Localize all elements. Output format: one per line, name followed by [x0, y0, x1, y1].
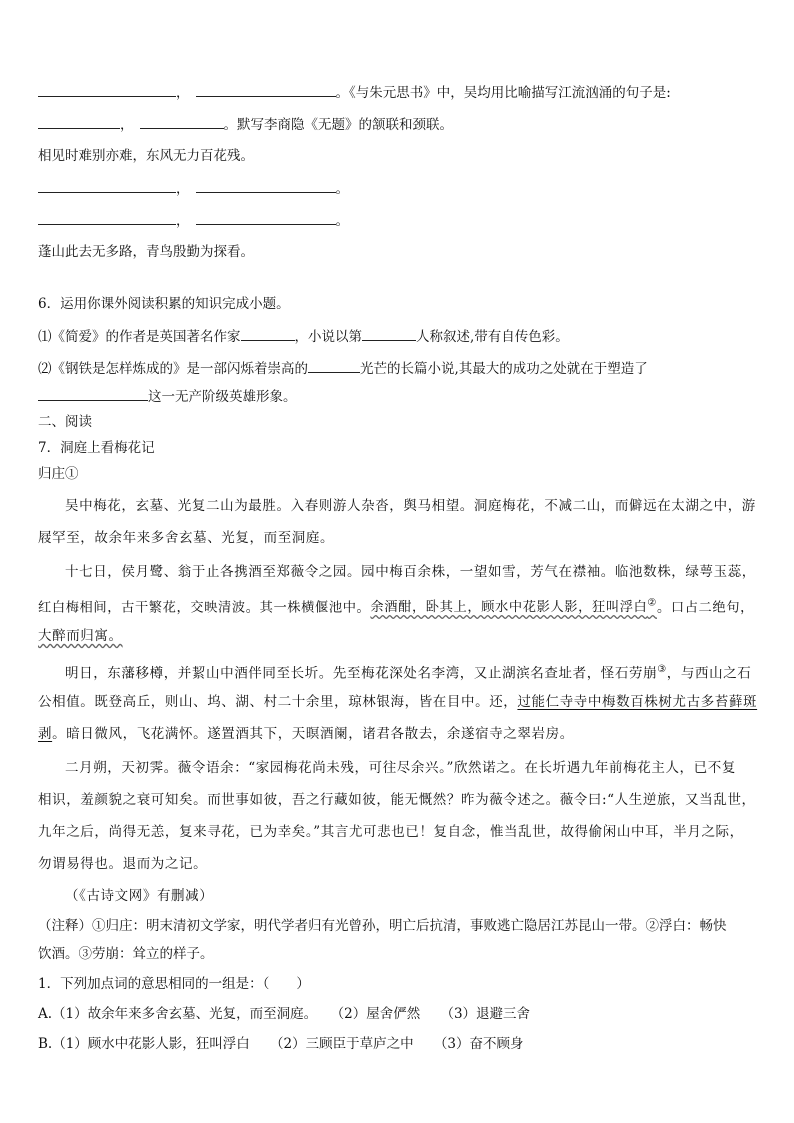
- fill-line-2-text: 。默写李商隐《无题》的颔联和颈联。: [223, 117, 453, 133]
- q6-part1: ⑴《简爱》的作者是英国著名作家 ，小说以第 人称叙述,带有自传色彩。: [38, 326, 569, 347]
- para3-line2: 公相值。既登高丘，则山、坞、湖、村二十余里，琼林银海，皆在目中。还，过能仁寺寺中梅数百株树尤古多苔藓斑: [38, 694, 758, 710]
- q6-title: 6．运用你课外阅读积累的知识完成小题。: [38, 296, 290, 312]
- fill-line-2: ， 。默写李商隐《无题》的颔联和颈联。: [38, 114, 453, 135]
- answer-blank[interactable]: [38, 178, 176, 193]
- wavy-underlined-sentence: 余酒酣，卧其上，顾水中花影人影，狂叫浮白②: [370, 598, 657, 616]
- source-citation: （《古诗文网》有删减）: [65, 888, 214, 904]
- answer-blank[interactable]: [308, 358, 360, 373]
- answer-blank[interactable]: [140, 114, 224, 129]
- author: 归庄①: [38, 466, 79, 482]
- para4-line2: 相识，羞颜貌之衰可知矣。而世事如彼，吾之行藏如彼，能无慨然？昨为薇令述之。薇令曰:“人生逆旅，又当乱世，: [38, 792, 756, 808]
- answer-blank[interactable]: [38, 114, 120, 129]
- answer-blank[interactable]: [38, 210, 176, 225]
- notes-line2: 饮酒。③劳崩：耸立的样子。: [38, 946, 214, 962]
- para2-line3: 大醉而归寓。: [38, 628, 123, 644]
- fill-line-1: ， 。《与朱元思书》中，吴均用比喻描写江流汹涌的句子是:: [38, 82, 671, 103]
- q6-part2-cont: 这一无产阶级英雄形象。: [38, 386, 297, 407]
- para3-line1: 明日，东藩移樽，并絜山中酒伴同至长圻。先至梅花深处名李湾，又止湖滨名查址者，怪石劳崩③，与西山之石: [65, 664, 752, 682]
- q6-part2: ⑵《钢铁是怎样炼成的》是一部闪烁着崇高的 光芒的长篇小说,其最大的成功之处就在于塑造了: [38, 358, 648, 379]
- para4-line4: 勿谓易得也。退而为之记。: [38, 856, 208, 872]
- answer-blank[interactable]: [362, 326, 416, 341]
- q7-title: 7．洞庭上看梅花记: [38, 440, 155, 456]
- poem-line-1: 相见时难别亦难，东风无力百花残。: [38, 148, 254, 164]
- answer-blank[interactable]: [38, 82, 176, 97]
- notes-line1: （注释）①归庄：明末清初文学家，明代学者归有光曾孙，明亡后抗清，事败逃亡隐居江苏昆山一带。②浮白：畅快: [38, 918, 727, 934]
- fill-line-4: ， 。: [38, 210, 349, 231]
- para2-line1: 十七日，侯月鹭、翁于止各携酒至郑薇令之园。园中梅百余株，一望如雪，芳气在襟袖。临池数株，绿萼玉蕊，: [65, 564, 756, 580]
- para1-line1: 吴中梅花，玄墓、光复二山为最胜。入春则游人杂沓，舆马相望。洞庭梅花，不减二山，而僻远在太湖之中，游: [65, 498, 756, 514]
- answer-blank[interactable]: [241, 326, 295, 341]
- answer-blank[interactable]: [196, 210, 336, 225]
- option-a[interactable]: A.（1）故余年来多舍玄墓、光复，而至洞庭。 （2）屋舍俨然 （3）退避三舍: [38, 1006, 531, 1022]
- fill-line-1-text: 。《与朱元思书》中，吴均用比喻描写江流汹涌的句子是:: [335, 85, 671, 101]
- fill-line-3: ， 。: [38, 178, 349, 199]
- para2-line2: 红白梅相间，古干繁花，交映清波。其一株横偃池中。余酒酣，卧其上，顾水中花影人影，狂叫浮白②。口占二绝句，: [38, 598, 754, 616]
- para4-line1: 二月朔，天初霁。薇令语余：“家园梅花尚未残，可往尽余兴。”欣然诺之。在长圻遇九年前梅花主人，已不复: [65, 760, 736, 776]
- option-b[interactable]: B.（1）顾水中花影人影，狂叫浮白 （2）三顾臣于草庐之中 （3）奋不顾身: [38, 1036, 524, 1052]
- footnote-marker: ①: [65, 466, 79, 482]
- section-heading: 二、阅读: [38, 414, 92, 430]
- sub-question-1: 1．下列加点词的意思相同的一组是：（ ）: [38, 976, 310, 992]
- answer-blank[interactable]: [196, 82, 336, 97]
- underlined-sentence: 过能仁寺寺中梅数百株树尤古多苔藓斑: [517, 694, 758, 710]
- para3-line3: 剥。暗日微风，飞花满怀。遂置酒其下，天暝酒阑，诸君各散去，余遂宿寺之翠岩房。: [38, 726, 574, 742]
- para4-line3: 九年之后，尚得无恙，复来寻花，已为幸矣。”其言尤可悲也已！复自念，惟当乱世，故得偷闲山中耳，半月之际，: [38, 824, 744, 840]
- answer-blank[interactable]: [38, 386, 148, 401]
- answer-blank[interactable]: [196, 178, 336, 193]
- para1-line2: 屐罕至，故余年来多舍玄墓、光复，而至洞庭。: [38, 530, 335, 546]
- poem-line-2: 蓬山此去无多路，青鸟殷勤为探看。: [38, 244, 254, 260]
